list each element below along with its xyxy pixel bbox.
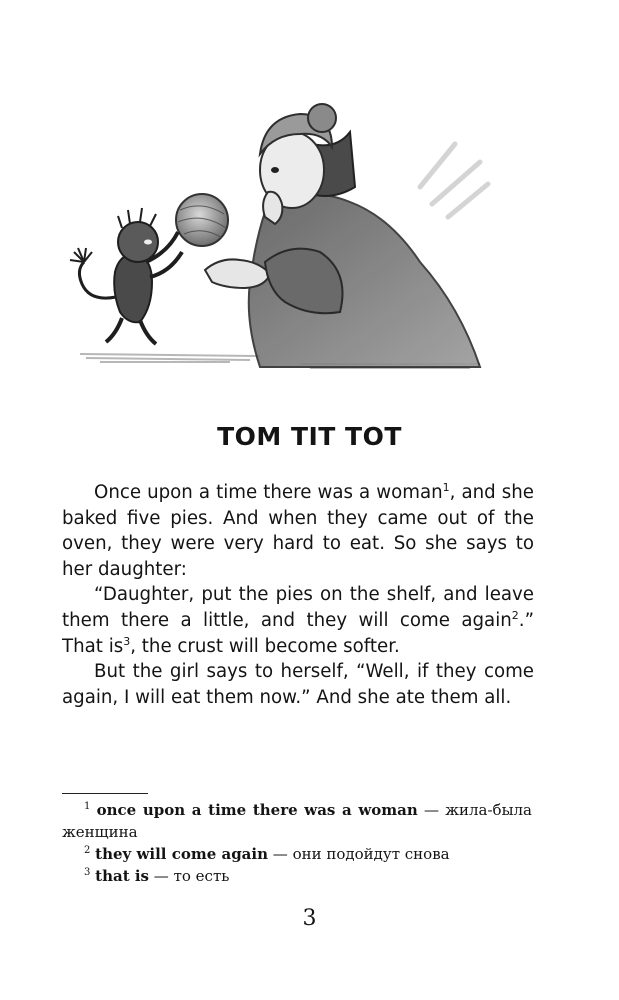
page-number: 3 (302, 906, 317, 931)
footnote-ref-2: 2 (511, 608, 519, 622)
footnote-term: once upon a time there was a woman (96, 801, 418, 819)
text-run: , and she baked five pies. And when they came out of the oven, they were very hard to eat. So she says to her daughter: (62, 482, 534, 580)
footnote-dash: — (417, 801, 446, 819)
woman-hair-bun (308, 104, 336, 132)
footnote-term: they will come again (95, 845, 269, 863)
footnote-translation: то есть (173, 867, 230, 885)
footnote-term: that is (95, 867, 150, 885)
footnotes (62, 799, 532, 887)
imp-body (114, 254, 152, 322)
imp-eye (144, 240, 152, 245)
text-run: .” That is (62, 609, 534, 657)
paragraph-3 (62, 659, 534, 710)
paragraph-2 (62, 582, 534, 659)
story-illustration (60, 92, 500, 380)
footnote-ref-1: 1 (442, 480, 450, 494)
text-run: , the crust will become softer. (130, 635, 400, 657)
woman-eye (271, 167, 279, 173)
footnote-2 (62, 843, 532, 865)
story-text (62, 480, 534, 710)
footnote-number: 3 (84, 867, 91, 878)
footnote-3 (62, 865, 532, 887)
imp-tail (79, 262, 116, 298)
imp-leg-2 (140, 320, 156, 344)
imp-tail-tuft (70, 248, 92, 262)
text-run: But the girl says to herself, “Well, if they come again, I will eat them now.” And she ate them all. (62, 661, 534, 708)
text-run: “Daughter, put the pies on the shelf, and leave them there a little, and they will come again (62, 584, 534, 631)
footnote-translation: они подойдут снова (292, 845, 450, 863)
footnote-1 (62, 799, 532, 843)
footnote-dash: — (149, 867, 174, 885)
footnote-dash: — (268, 845, 293, 863)
pencil-sketch-woman-and-imp-icon (60, 92, 500, 380)
text-run: Once upon a time there was a woman (94, 482, 443, 503)
footnote-translation: жила-была женщина (62, 801, 532, 841)
footnote-ref-3: 3 (123, 634, 131, 648)
story-title: TOM TIT TOT (217, 422, 402, 451)
footnote-divider (62, 793, 148, 794)
footnote-number: 1 (84, 801, 91, 812)
imp-leg (106, 318, 122, 342)
footnote-number: 2 (84, 845, 91, 856)
paragraph-1 (62, 480, 534, 582)
motion-streaks (420, 144, 488, 217)
